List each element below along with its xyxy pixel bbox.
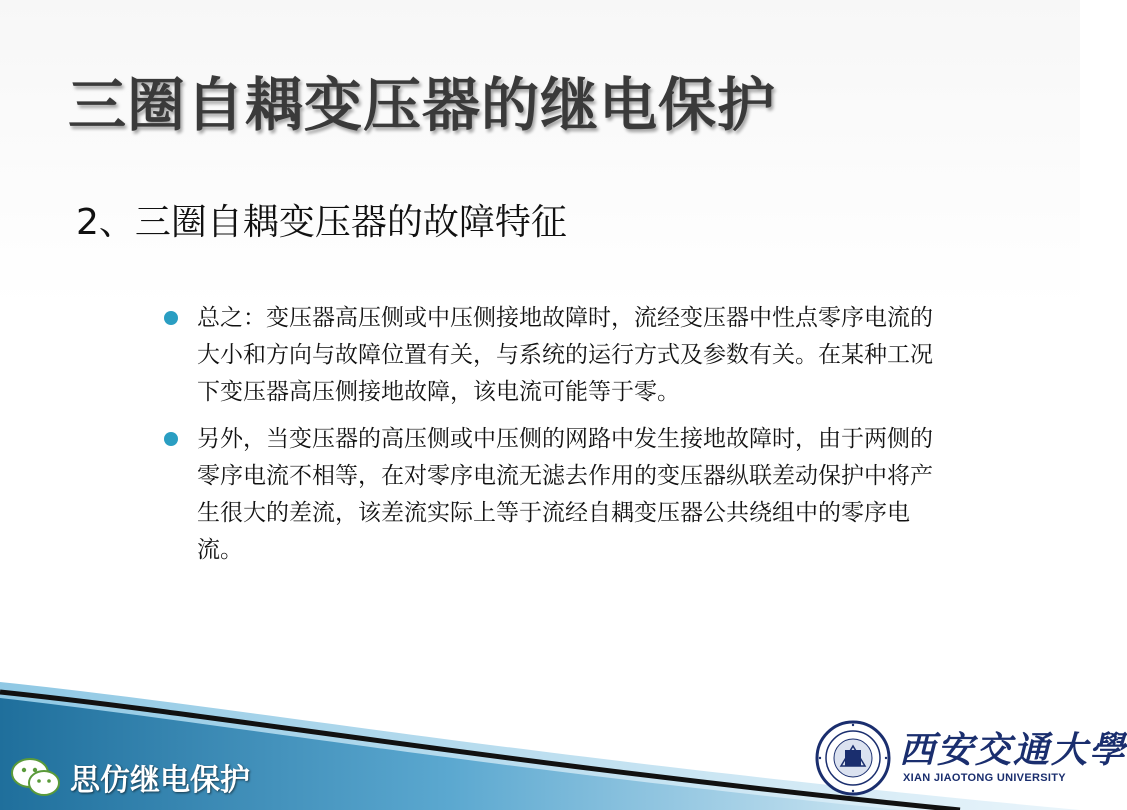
slide-title: 三圈自耦变压器的继电保护 <box>68 71 777 139</box>
wechat-brand <box>8 752 250 802</box>
bullet-text: 总之：变压器高压侧或中压侧接地故障时，流经变压器中性点零序电流的大小和方向与故障位置有关，与系统的运行方式及参数有关。在某种工况下变压器高压侧接地故障，该电流可能等于零。 <box>197 305 933 405</box>
university-seal-icon <box>815 720 891 796</box>
university-name-en: XIAN JIAOTONG UNIVERSITY <box>903 772 1066 784</box>
wechat-icon <box>8 755 64 799</box>
brand-name: 思仿继电保护 <box>70 763 250 798</box>
bullet-text: 另外，当变压器的高压侧或中压侧的网路中发生接地故障时，由于两侧的零序电流不相等，在对零序电流无滤去作用的变压器纵联差动保护中将产生很大的差流，该差流实际上等于流经自耦变压器公共绕组中的零序电流。 <box>197 426 933 563</box>
university-name-cn: 西安交通大學 <box>899 729 1127 771</box>
slide-subtitle: 2、三圈自耦变压器的故障特征 <box>76 202 567 243</box>
bullet-dot-icon <box>164 432 178 446</box>
bullet-list <box>160 300 940 579</box>
bullet-dot-icon <box>164 311 178 325</box>
bullet-item <box>160 300 940 411</box>
university-logo <box>815 718 1127 800</box>
bullet-item <box>160 421 940 569</box>
